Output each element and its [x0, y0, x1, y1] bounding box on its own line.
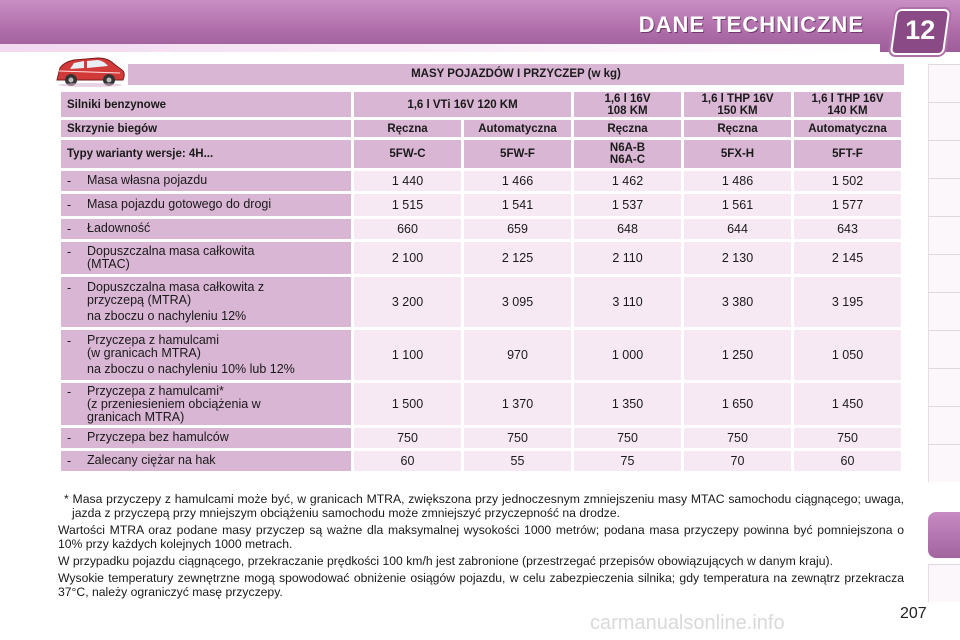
- table-cell: 970: [464, 330, 571, 380]
- row-label-main: Dopuszczalna masa całkowita z przyczepą (MTRA): [87, 280, 265, 307]
- table-row: [61, 171, 901, 191]
- table-cell: 1 515: [354, 194, 461, 216]
- side-tab[interactable]: [928, 406, 960, 444]
- car-icon: [54, 54, 126, 88]
- row-label: [87, 245, 254, 271]
- engine-row: [61, 92, 901, 117]
- bullet-dash: -: [67, 281, 72, 295]
- row-label-cell: [61, 171, 351, 191]
- row-label-main: Ładowność: [87, 221, 151, 235]
- table-cell: 60: [354, 451, 461, 471]
- row-label: [87, 334, 295, 376]
- table-cell: 750: [574, 428, 681, 448]
- side-tab[interactable]: [928, 178, 960, 216]
- bullet-dash: -: [67, 174, 72, 188]
- side-tab[interactable]: [928, 368, 960, 406]
- bullet-dash: -: [67, 198, 72, 212]
- bullet-dash: -: [67, 431, 72, 445]
- table-cell: 1 350: [574, 383, 681, 425]
- engine-cell: 1,6 l VTi 16V 120 KM: [354, 92, 571, 117]
- type-cell: N6A-B N6A-C: [574, 140, 681, 168]
- table-cell: 2 125: [464, 242, 571, 274]
- row-label: [87, 385, 261, 424]
- row-label-cell: [61, 194, 351, 216]
- table-cell: 70: [684, 451, 791, 471]
- row-label: [87, 222, 150, 236]
- table-cell: 1 440: [354, 171, 461, 191]
- row-label: [87, 454, 216, 468]
- gearbox-cell: Ręczna: [354, 120, 461, 137]
- table-cell: 1 561: [684, 194, 791, 216]
- table-cell: 644: [684, 219, 791, 239]
- row-label-main: Przyczepa bez hamulców: [87, 430, 229, 444]
- table-cell: 1 250: [684, 330, 791, 380]
- table-cell: 648: [574, 219, 681, 239]
- row-label: [87, 281, 264, 323]
- table-cell: 75: [574, 451, 681, 471]
- side-tab[interactable]: [928, 64, 960, 102]
- chapter-number: 12: [905, 15, 936, 45]
- gearbox-cell: Automatyczna: [794, 120, 901, 137]
- side-tab[interactable]: [928, 292, 960, 330]
- types-row: [61, 140, 901, 168]
- table-cell: 1 541: [464, 194, 571, 216]
- table-cell: 1 650: [684, 383, 791, 425]
- page-title: DANE TECHNICZNE: [638, 12, 864, 37]
- table-row: [61, 428, 901, 448]
- table-title: MASY POJAZDÓW I PRZYCZEP (w kg): [128, 64, 904, 85]
- table-cell: 2 100: [354, 242, 461, 274]
- table-cell: 2 145: [794, 242, 901, 274]
- row-label-cell: [61, 330, 351, 380]
- table-row: [61, 277, 901, 327]
- row-label-cell: [61, 277, 351, 327]
- side-tab-active[interactable]: [928, 512, 960, 558]
- gearbox-row-label: Skrzynie biegów: [61, 120, 351, 137]
- bullet-dash: -: [67, 222, 72, 236]
- side-tab[interactable]: [928, 330, 960, 368]
- table-cell: 2 110: [574, 242, 681, 274]
- table-cell: 659: [464, 219, 571, 239]
- gearbox-row: [61, 120, 901, 137]
- note-paragraph: W przypadku pojazdu ciągnącego, przekraczanie prędkości 100 km/h jest zabronione (przestrzegać przepisów obowiązujących w danym kraju).: [58, 554, 833, 568]
- table-cell: 55: [464, 451, 571, 471]
- table-cell: 1 100: [354, 330, 461, 380]
- chapter-badge: [890, 9, 950, 55]
- side-tab[interactable]: [928, 444, 960, 482]
- engine-cell: 1,6 l THP 16V 140 KM: [794, 92, 901, 117]
- table-row: [61, 451, 901, 471]
- gearbox-cell: Ręczna: [684, 120, 791, 137]
- row-label: [87, 431, 229, 445]
- gearbox-cell: Ręczna: [574, 120, 681, 137]
- row-label-main: Zalecany ciężar na hak: [87, 453, 216, 467]
- table-cell: 643: [794, 219, 901, 239]
- page-number: 207: [900, 605, 927, 622]
- table-cell: 1 462: [574, 171, 681, 191]
- row-label-cell: [61, 219, 351, 239]
- table-cell: 1 577: [794, 194, 901, 216]
- type-cell: 5FT-F: [794, 140, 901, 168]
- table-cell: 2 130: [684, 242, 791, 274]
- row-label-main: Dopuszczalna masa całkowita (MTAC): [87, 244, 255, 271]
- bullet-dash: -: [67, 384, 72, 399]
- type-cell: 5FW-C: [354, 140, 461, 168]
- table-row: [61, 219, 901, 239]
- table-row: [61, 330, 901, 380]
- table-cell: 750: [794, 428, 901, 448]
- watermark: carmanualsonline.info: [590, 612, 785, 634]
- table-cell: 3 195: [794, 277, 901, 327]
- table-cell: 1 466: [464, 171, 571, 191]
- row-label: [87, 198, 271, 212]
- bullet-dash: -: [67, 454, 72, 468]
- table-cell: 1 486: [684, 171, 791, 191]
- table-cell: 1 450: [794, 383, 901, 425]
- side-tab[interactable]: [928, 564, 960, 602]
- note-paragraph: Wartości MTRA oraz podane masy przyczep są ważne dla maksymalnej wysokości 1000 metrów; podana masa przyczepy powinna być pomniejszona o 10% przy każdych kolejnych 1000 metrach.: [58, 523, 904, 551]
- table-cell: 3 380: [684, 277, 791, 327]
- table-cell: 3 095: [464, 277, 571, 327]
- row-label: [87, 174, 207, 188]
- header-strip: [0, 44, 880, 52]
- notes: [58, 492, 904, 602]
- row-label-cell: [61, 383, 351, 425]
- table-cell: 1 000: [574, 330, 681, 380]
- types-row-label: Typy warianty wersje: 4H...: [61, 140, 351, 168]
- table-cell: 750: [464, 428, 571, 448]
- footnote: * Masa przyczepy z hamulcami może być, w granicach MTRA, zwiększona przy jednoczesnym zmniejszeniu masy MTAC samochodu ciągnącego; uwaga, jazda z przyczepą przy mniejszym obciążeniu samochodu może zmniejszyć przyczepność na drodze.: [64, 492, 904, 520]
- row-label-main: Masa własna pojazdu: [87, 173, 208, 187]
- table-row: [61, 194, 901, 216]
- table-cell: 660: [354, 219, 461, 239]
- row-label-cell: [61, 451, 351, 471]
- spec-table: [58, 89, 904, 474]
- table-cell: 1 537: [574, 194, 681, 216]
- table-cell: 750: [354, 428, 461, 448]
- note-paragraph: Wysokie temperatury zewnętrzne mogą spowodować obniżenie osiągów pojazdu, w celu zabezpieczenia silnika; gdy temperatura na zewnątrz przekracza 37°C, należy ograniczyć masę przyczepy.: [58, 571, 904, 599]
- table-cell: 1 502: [794, 171, 901, 191]
- table-row: [61, 242, 901, 274]
- table-cell: 1 500: [354, 383, 461, 425]
- row-label-main: Przyczepa z hamulcami* (z przeniesieniem obciążenia w granicach MTRA): [87, 383, 261, 424]
- table-row: [61, 383, 901, 425]
- side-tab[interactable]: [928, 102, 960, 140]
- row-label-cell: [61, 428, 351, 448]
- gearbox-cell: Automatyczna: [464, 120, 571, 137]
- row-label-main: Masa pojazdu gotowego do drogi: [87, 197, 272, 211]
- row-sublabel: na zboczu o nachyleniu 10% lub 12%: [87, 362, 295, 376]
- side-tab[interactable]: [928, 216, 960, 254]
- row-sublabel: na zboczu o nachyleniu 12%: [87, 309, 247, 323]
- row-label-cell: [61, 242, 351, 274]
- bullet-dash: -: [67, 334, 72, 348]
- side-tab[interactable]: [928, 254, 960, 292]
- table-cell: 60: [794, 451, 901, 471]
- engine-row-label: Silniki benzynowe: [61, 92, 351, 117]
- table-cell: 1 370: [464, 383, 571, 425]
- row-label-main: Przyczepa z hamulcami (w granicach MTRA): [87, 333, 219, 360]
- table-cell: 1 050: [794, 330, 901, 380]
- bullet-dash: -: [67, 245, 72, 259]
- type-cell: 5FX-H: [684, 140, 791, 168]
- engine-cell: 1,6 l THP 16V 150 KM: [684, 92, 791, 117]
- table-cell: 3 200: [354, 277, 461, 327]
- table-cell: 750: [684, 428, 791, 448]
- table-cell: 3 110: [574, 277, 681, 327]
- side-tab[interactable]: [928, 140, 960, 178]
- type-cell: 5FW-F: [464, 140, 571, 168]
- engine-cell: 1,6 l 16V 108 KM: [574, 92, 681, 117]
